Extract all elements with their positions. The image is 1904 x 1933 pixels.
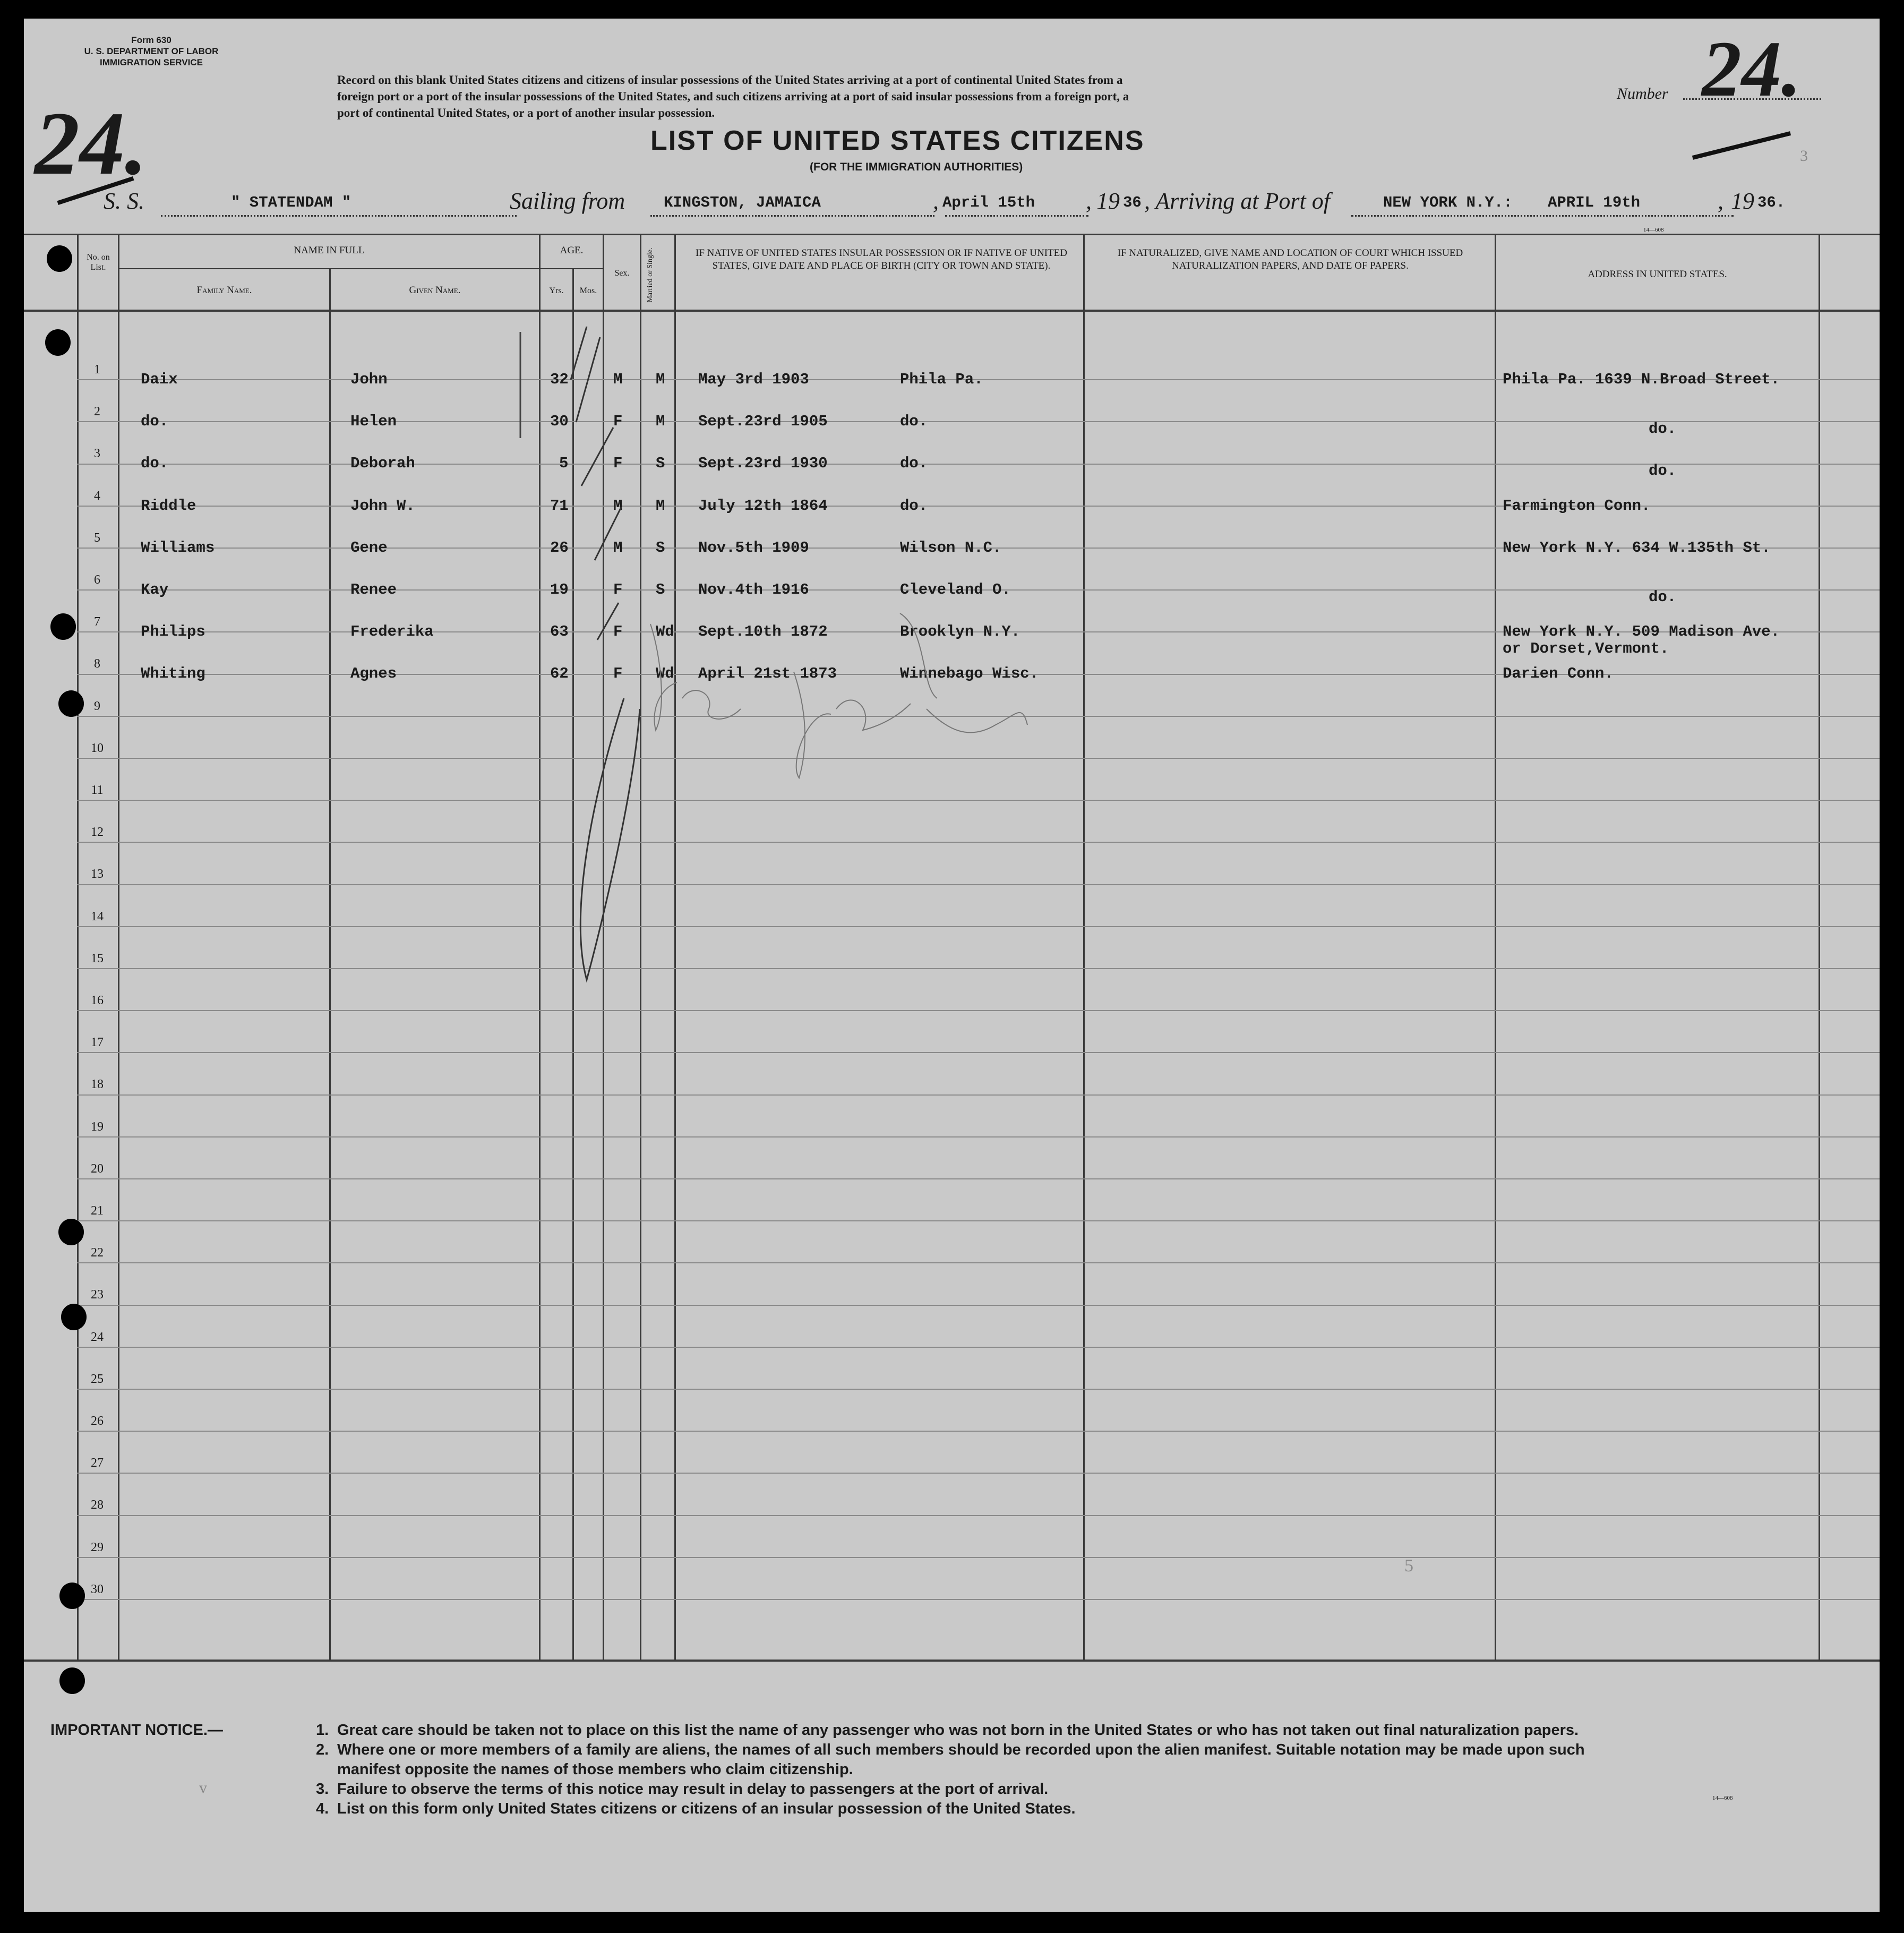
family-name-cell: Philips bbox=[141, 623, 205, 641]
row-number: 27 bbox=[91, 1456, 104, 1470]
sex-cell: F bbox=[613, 455, 623, 473]
header-naturalized: IF NATURALIZED, GIVE NAME AND LOCATION OF COURT WHICH ISSUED NATURALIZATION PAPERS, AND DATE OF PAPERS. bbox=[1117, 247, 1463, 271]
header-no: No. on List. bbox=[87, 253, 110, 272]
row-number: 15 bbox=[91, 951, 104, 965]
sailing-from: KINGSTON, JAMAICA bbox=[664, 194, 821, 211]
sex-cell: F bbox=[613, 623, 623, 641]
header-yrs: Yrs. bbox=[549, 286, 564, 295]
arrival-year: 36. bbox=[1757, 194, 1786, 211]
check-mark bbox=[571, 327, 587, 380]
given-name-cell: John bbox=[350, 371, 388, 388]
given-name-cell: Renee bbox=[350, 581, 397, 598]
birth-date-cell: May 3rd 1903 bbox=[698, 371, 809, 388]
family-name-cell: Williams bbox=[141, 538, 215, 557]
row-number: 10 bbox=[91, 741, 104, 755]
sail-date: April 15th bbox=[942, 194, 1035, 211]
page-subtitle: (FOR THE IMMIGRATION AUTHORITIES) bbox=[810, 161, 1023, 173]
row-number: 1 bbox=[94, 363, 100, 377]
notice-item-number: 3. bbox=[316, 1781, 329, 1798]
age-cell: 32 bbox=[550, 371, 569, 388]
birth-place-cell: Phila Pa. bbox=[900, 371, 983, 388]
age-cell: 26 bbox=[550, 538, 569, 557]
given-name-cell: Deborah bbox=[350, 455, 415, 473]
marital-status-cell: M bbox=[656, 413, 665, 431]
age-cell: 63 bbox=[550, 623, 569, 641]
notice-item-text: List on this form only United States citizens or citizens of an insular possession of the United States. bbox=[337, 1800, 1076, 1817]
punch-hole bbox=[59, 1583, 85, 1609]
age-cell: 30 bbox=[550, 413, 569, 431]
row-number: 28 bbox=[91, 1498, 104, 1512]
check-mark bbox=[581, 427, 613, 486]
notice-item-text: Great care should be taken not to place on this list the name of any passenger who was not born in the United States or who has not taken out final naturalization papers. bbox=[337, 1722, 1579, 1739]
stray-mark: 5 bbox=[1404, 1556, 1413, 1576]
page-title: LIST OF UNITED STATES CITIZENS bbox=[650, 125, 1145, 156]
age-cell: 62 bbox=[550, 665, 569, 683]
given-name-cell: Agnes bbox=[350, 665, 397, 683]
instruction-line: Record on this blank United States citizens and citizens of insular possessions of the United States arriving at a port of continental United States from a bbox=[337, 73, 1123, 87]
address-cell: do. bbox=[1649, 462, 1677, 480]
age-cell: 71 bbox=[550, 497, 569, 515]
notice-item bbox=[316, 1780, 1048, 1799]
notice-item-text: Where one or more members of a family are aliens, the names of all such members should be recorded upon the alien manifest. Suitable notation may be made upon such bbox=[337, 1741, 1585, 1758]
punch-hole bbox=[59, 1667, 85, 1694]
row-number: 7 bbox=[94, 615, 100, 629]
row-number: 19 bbox=[91, 1119, 104, 1134]
row-number: 14 bbox=[91, 909, 104, 923]
age-cell: 19 bbox=[550, 581, 569, 598]
birth-place-cell: Wilson N.C. bbox=[900, 538, 1002, 557]
handwritten-number-left: 24. bbox=[35, 93, 148, 193]
form-number: Form 630 bbox=[131, 35, 171, 45]
marital-status-cell: S bbox=[656, 538, 665, 557]
sex-cell: F bbox=[613, 665, 623, 683]
row-number: 22 bbox=[91, 1246, 104, 1260]
row-number: 13 bbox=[91, 867, 104, 882]
birth-place-cell: do. bbox=[900, 497, 928, 515]
sex-cell: F bbox=[613, 413, 623, 431]
sex-cell: M bbox=[613, 538, 623, 557]
pencil-tick: v bbox=[199, 1779, 207, 1797]
row-number: 12 bbox=[91, 825, 104, 840]
form-department: U. S. DEPARTMENT OF LABOR bbox=[84, 46, 219, 56]
check-mark bbox=[597, 603, 619, 640]
header-age: AGE. bbox=[560, 245, 584, 256]
notice-heading: IMPORTANT NOTICE.— bbox=[50, 1722, 223, 1739]
marital-status-cell: S bbox=[656, 455, 665, 473]
given-name-cell: Helen bbox=[350, 413, 397, 431]
marital-status-cell: Wd bbox=[656, 623, 674, 641]
instruction-line: port of continental United States, or a port of another insular possession. bbox=[337, 106, 715, 119]
number-value: 24. bbox=[1702, 25, 1802, 113]
notice-item-text: manifest opposite the names of those members who claim citizenship. bbox=[337, 1761, 853, 1778]
birth-date-cell: July 12th 1864 bbox=[698, 497, 828, 515]
row-number: 17 bbox=[91, 1036, 104, 1050]
row-number: 5 bbox=[94, 531, 100, 545]
row-number: 18 bbox=[91, 1077, 104, 1092]
sex-cell: M bbox=[613, 371, 623, 388]
long-annotation-stroke bbox=[580, 698, 640, 980]
family-name-cell: Daix bbox=[141, 371, 178, 388]
row-number: 25 bbox=[91, 1372, 104, 1386]
punch-hole bbox=[58, 1219, 84, 1245]
age-cell: 5 bbox=[559, 455, 569, 473]
header-given-name: Given Name. bbox=[409, 285, 461, 296]
birth-date-cell: Nov.5th 1909 bbox=[698, 538, 809, 557]
notice-printer-mark: 14—608 bbox=[1712, 1795, 1733, 1801]
notice-item bbox=[316, 1760, 853, 1780]
address-cell: New York N.Y. 634 W.135th St. bbox=[1503, 538, 1771, 557]
family-name-cell: do. bbox=[141, 413, 169, 431]
birth-place-cell: do. bbox=[900, 413, 928, 431]
sail-year: 36 bbox=[1123, 194, 1142, 211]
notice-item-number: 4. bbox=[316, 1800, 329, 1817]
row-number: 6 bbox=[94, 573, 100, 587]
row-number: 9 bbox=[94, 699, 100, 713]
birth-place-cell: Cleveland O. bbox=[900, 581, 1011, 598]
family-name-cell: Whiting bbox=[141, 665, 205, 683]
sex-cell: M bbox=[613, 497, 623, 515]
ss-label: S. S. bbox=[104, 188, 144, 214]
header-family-name: Family Name. bbox=[196, 285, 252, 296]
punch-hole bbox=[45, 329, 71, 356]
printer-mark: 14—608 bbox=[1643, 227, 1664, 233]
address-cell-line2: or Dorset,Vermont. bbox=[1503, 640, 1669, 658]
address-cell: do. bbox=[1649, 420, 1677, 438]
manifest-page: Form 630 U. S. DEPARTMENT OF LABOR IMMIGRATION SERVICE 24. Record on this blank United States citizens and citizens of insular possessions of the United States arriving at a port of continental United States from a foreign port or a port of the insular possessions of the United States, and such citizens arriving at a port of said insular possessions from a foreign port, a port of continental United States, or a port of another insular possession. Number 24. 3 LIST OF UNITED STATES CITIZENS (FOR THE IMMIGRATION AUTHORITIES) S. S. " STATENDAM " Sailing from KINGSTON, JAMAICA , April 15th , 19 36 , Arriving at Port of NEW YORK N.Y.: APRIL 19th , 19 36. 14—608 No. on List. NAME IN FULL Family Name. Given Name. AGE. Yrs. Mos. Sex. Married or Single. IF NATIVE OF UNITED STATES INSULAR POSSESSION OR IF NATIVE OF UNITED STATES, GIVE DATE AND PLACE OF BIRTH (CITY OR TOWN AND STATE). IF NATURALIZED, GIVE NAME AND LOCATION OF COURT WHICH ISSUED NATURALIZATION PAPERS, AND DATE OF PAPERS. ADDRESS IN UNITED STATES. 1 2 3 4 5 6 7 8 9 10 11 12 13 14 15 16 17 18 19 20 21 22 23 24 25 26 27 28 29 30 Daix John 32 M M May 3rd 1903 Phila Pa. Phila Pa. 1639 N.Broad Street. do. Helen 30 F M Sept.23rd 1905 do. do. do. Deborah 5 F S Sept.23rd 1930 do. do. Riddle John W. 71 M M July 12th 1864 do. Farmington Conn. Williams Gene 26 M S Nov.5th 1909 Wilson N.C. New York N.Y. 634 W.135th St. Kay Renee 19 F S Nov.4th 1916 Cleveland O. do. Philips Frederika 63 F Wd Sept.10th 1872 Brooklyn N.Y. New York N.Y. 509 Madison Ave. or Dorset,Vermont. Whiting Agnes 62 F Wd April 21st 1873 Winnebago Wisc. Darien Conn. 5 IMPORTANT NOTICE.— 1. Great care should be taken not to place on this list the name of any passenger who was not born in the United States or who has not taken out final naturalization papers. 2. Where one or more members of a family are aliens, the names of all such members should be recorded upon the alien manifest. Suitable notation may be made upon such manifest opposite the names of those members who claim citizenship. 3. Failure to observe the terms of this notice may result in delay to passengers at the port of arrival. 4. List on this form only United States citizens or citizens of an insular possession of the United States. 14—608 v bbox=[24, 19, 1880, 1912]
punch-hole bbox=[47, 245, 72, 272]
family-name-cell: Riddle bbox=[141, 497, 196, 515]
header-mos: Mos. bbox=[579, 286, 597, 295]
row-number: 4 bbox=[94, 489, 100, 503]
header-name-in-full: NAME IN FULL bbox=[294, 245, 365, 256]
given-name-cell: Gene bbox=[350, 538, 388, 557]
arrival-year-prefix: 19 bbox=[1731, 188, 1754, 214]
family-name-cell: do. bbox=[141, 455, 169, 473]
birth-place-cell: Winnebago Wisc. bbox=[900, 665, 1039, 683]
birth-place-cell: Brooklyn N.Y. bbox=[900, 623, 1020, 641]
notice-item-number: 2. bbox=[316, 1741, 329, 1758]
punch-hole bbox=[61, 1304, 87, 1330]
row-number: 26 bbox=[91, 1414, 104, 1428]
given-name-cell: John W. bbox=[350, 497, 415, 515]
header-address: ADDRESS IN UNITED STATES. bbox=[1588, 269, 1727, 280]
ship-name: " STATENDAM " bbox=[231, 194, 351, 211]
address-cell: Phila Pa. 1639 N.Broad Street. bbox=[1503, 371, 1780, 388]
pencil-signature bbox=[650, 613, 1027, 778]
given-name-cell: Frederika bbox=[350, 623, 434, 641]
sail-year-prefix: 19 bbox=[1096, 188, 1120, 214]
family-name-cell: Kay bbox=[141, 581, 169, 598]
address-cell: Farmington Conn. bbox=[1503, 497, 1651, 515]
notice-item-number: 1. bbox=[316, 1722, 329, 1739]
sailing-label: Sailing from bbox=[510, 188, 625, 214]
row-number: 16 bbox=[91, 994, 104, 1007]
row-number: 29 bbox=[91, 1540, 104, 1554]
instruction-line: foreign port or a port of the insular possessions of the United States, and such citizens arriving at a port of said insular possessions from a foreign port, a bbox=[337, 90, 1129, 103]
birth-place-cell: do. bbox=[900, 455, 928, 473]
birth-date-cell: Sept.10th 1872 bbox=[698, 623, 828, 641]
arriving-label: , Arriving at Port of bbox=[1144, 188, 1330, 214]
row-number: 3 bbox=[94, 447, 100, 461]
row-number: 2 bbox=[94, 405, 100, 419]
row-number: 8 bbox=[94, 657, 100, 671]
header-married-single: Married or Single. bbox=[646, 247, 654, 303]
row-number: 11 bbox=[91, 783, 104, 797]
notice-item bbox=[316, 1799, 1076, 1819]
address-cell: Darien Conn. bbox=[1503, 665, 1614, 683]
arrival-port: NEW YORK N.Y.: bbox=[1383, 194, 1513, 211]
marital-status-cell: M bbox=[656, 497, 665, 515]
birth-date-cell: April 21st 1873 bbox=[698, 665, 837, 683]
check-mark bbox=[595, 507, 621, 560]
birth-date-cell: Sept.23rd 1905 bbox=[698, 413, 828, 431]
row-number: 30 bbox=[91, 1582, 104, 1596]
arrival-date: APRIL 19th bbox=[1548, 194, 1641, 211]
row-number: 21 bbox=[91, 1204, 104, 1218]
marital-status-cell: M bbox=[656, 371, 665, 388]
notice-item bbox=[316, 1721, 1579, 1740]
number-label: Number bbox=[1617, 85, 1668, 102]
punch-hole bbox=[58, 690, 84, 717]
form-service: IMMIGRATION SERVICE bbox=[100, 57, 203, 67]
row-number: 20 bbox=[91, 1161, 104, 1176]
header-birth: IF NATIVE OF UNITED STATES INSULAR POSSESSION OR IF NATIVE OF UNITED STATES, GIVE DATE AND PLACE OF BIRTH (CITY OR TOWN AND STATE). bbox=[696, 247, 1067, 271]
handwritten-annotations bbox=[24, 19, 1880, 1912]
sex-cell: F bbox=[613, 581, 623, 598]
address-cell: New York N.Y. 509 Madison Ave. bbox=[1503, 623, 1780, 641]
row-number: 23 bbox=[91, 1288, 104, 1302]
address-cell: do. bbox=[1649, 588, 1677, 606]
birth-date-cell: Sept.23rd 1930 bbox=[698, 455, 828, 473]
marital-status-cell: S bbox=[656, 581, 665, 598]
notice-item-text: Failure to observe the terms of this notice may result in delay to passengers at the port of arrival. bbox=[337, 1781, 1049, 1798]
row-number: 24 bbox=[91, 1330, 104, 1344]
notice-item bbox=[316, 1740, 1585, 1760]
birth-date-cell: Nov.4th 1916 bbox=[698, 581, 809, 598]
header-sex: Sex. bbox=[614, 269, 630, 278]
corner-mark: 3 bbox=[1800, 147, 1808, 165]
punch-hole bbox=[50, 613, 76, 640]
marital-status-cell: Wd bbox=[656, 665, 674, 683]
